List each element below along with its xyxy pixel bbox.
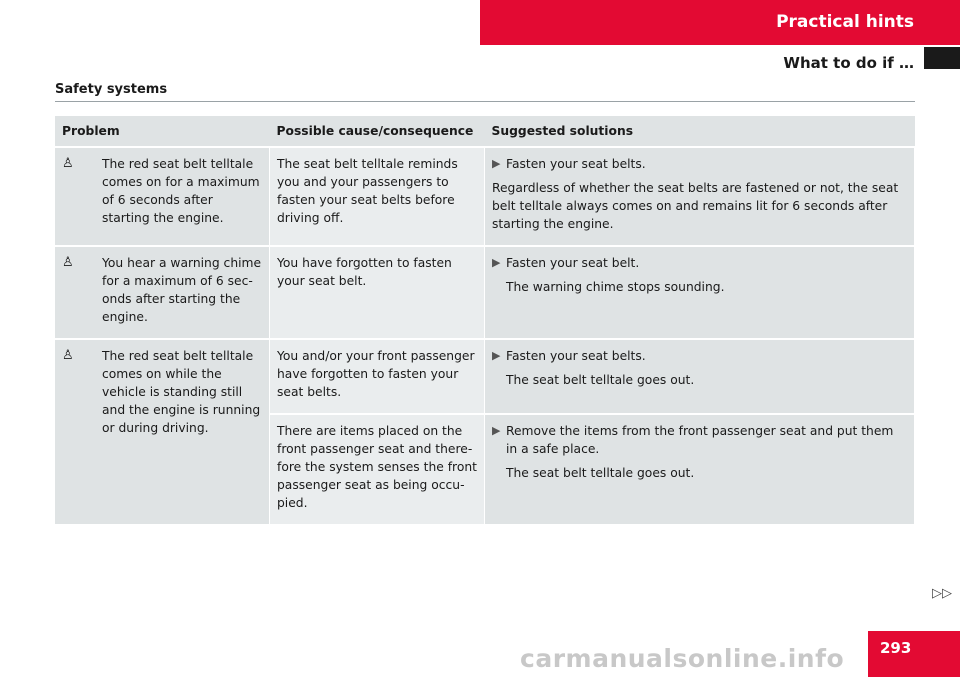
seat-belt-warning-icon: ♙ xyxy=(62,348,74,363)
solution-cell xyxy=(485,339,915,414)
table-row xyxy=(55,246,915,339)
solution-note: The seat belt telltale goes out. xyxy=(506,466,695,480)
seat-belt-warning-icon: ♙ xyxy=(62,156,74,171)
problem-text: The red seat belt telltale comes on while the vehicle is standing still and the engine is running or during driving. xyxy=(102,349,261,435)
chapter-header-bar xyxy=(480,0,960,45)
cause-cell: There are items placed on the front passenger seat and there-fore the system senses the front passenger seat as being occu-pied. xyxy=(270,414,485,525)
chapter-title: Practical hints xyxy=(776,12,914,32)
column-header-problem: Problem xyxy=(55,116,270,147)
action-arrow-icon: ▶ xyxy=(492,424,501,437)
safety-systems-table xyxy=(55,116,915,526)
problem-text: The red seat belt telltale comes on for a maximum of 6 seconds after starting the engine. xyxy=(102,157,260,225)
page-subtitle: What to do if … xyxy=(783,54,914,72)
continued-arrows-icon: ▷▷ xyxy=(932,586,952,601)
section-divider xyxy=(55,101,915,102)
action-arrow-icon: ▶ xyxy=(492,256,501,269)
section-title: Safety systems xyxy=(55,82,168,97)
table-row xyxy=(55,147,915,246)
page-number: 293 xyxy=(880,639,912,657)
table-row xyxy=(55,339,915,414)
cause-cell: You and/or your front passenger have forgotten to fasten your seat belts. xyxy=(270,339,485,414)
page-number-box xyxy=(868,631,960,677)
watermark: carmanualsonline.info xyxy=(520,644,845,673)
problem-cell xyxy=(55,246,270,339)
column-header-solutions: Suggested solutions xyxy=(485,116,915,147)
solution-note: The seat belt telltale goes out. xyxy=(506,373,695,387)
solution-note: Regardless of whether the seat belts are fastened or not, the seat belt telltale always comes on and remains lit for 6 seconds after starting the engine. xyxy=(492,181,899,231)
solution-note: The warning chime stops sounding. xyxy=(506,280,725,294)
action-text: Fasten your seat belts. xyxy=(506,157,646,171)
action-arrow-icon: ▶ xyxy=(492,157,501,170)
action-text: Fasten your seat belt. xyxy=(506,256,640,270)
seat-belt-warning-icon: ♙ xyxy=(62,255,74,270)
problem-cell xyxy=(55,147,270,246)
cause-cell: The seat belt telltale reminds you and your passengers to fasten your seat belts before driving off. xyxy=(270,147,485,246)
action-text: Fasten your seat belts. xyxy=(506,349,646,363)
solution-cell xyxy=(485,246,915,339)
table-header-row xyxy=(55,116,915,147)
solution-cell xyxy=(485,147,915,246)
column-header-cause: Possible cause/consequence xyxy=(270,116,485,147)
problem-text: You hear a warning chime for a maximum of 6 sec-onds after starting the engine. xyxy=(102,256,262,324)
action-arrow-icon: ▶ xyxy=(492,349,501,362)
cause-cell: You have forgotten to fasten your seat belt. xyxy=(270,246,485,339)
chapter-tab-marker xyxy=(924,47,960,69)
problem-cell xyxy=(55,339,270,525)
action-text: Remove the items from the front passenger seat and put them in a safe place. xyxy=(506,424,894,456)
solution-cell xyxy=(485,414,915,525)
